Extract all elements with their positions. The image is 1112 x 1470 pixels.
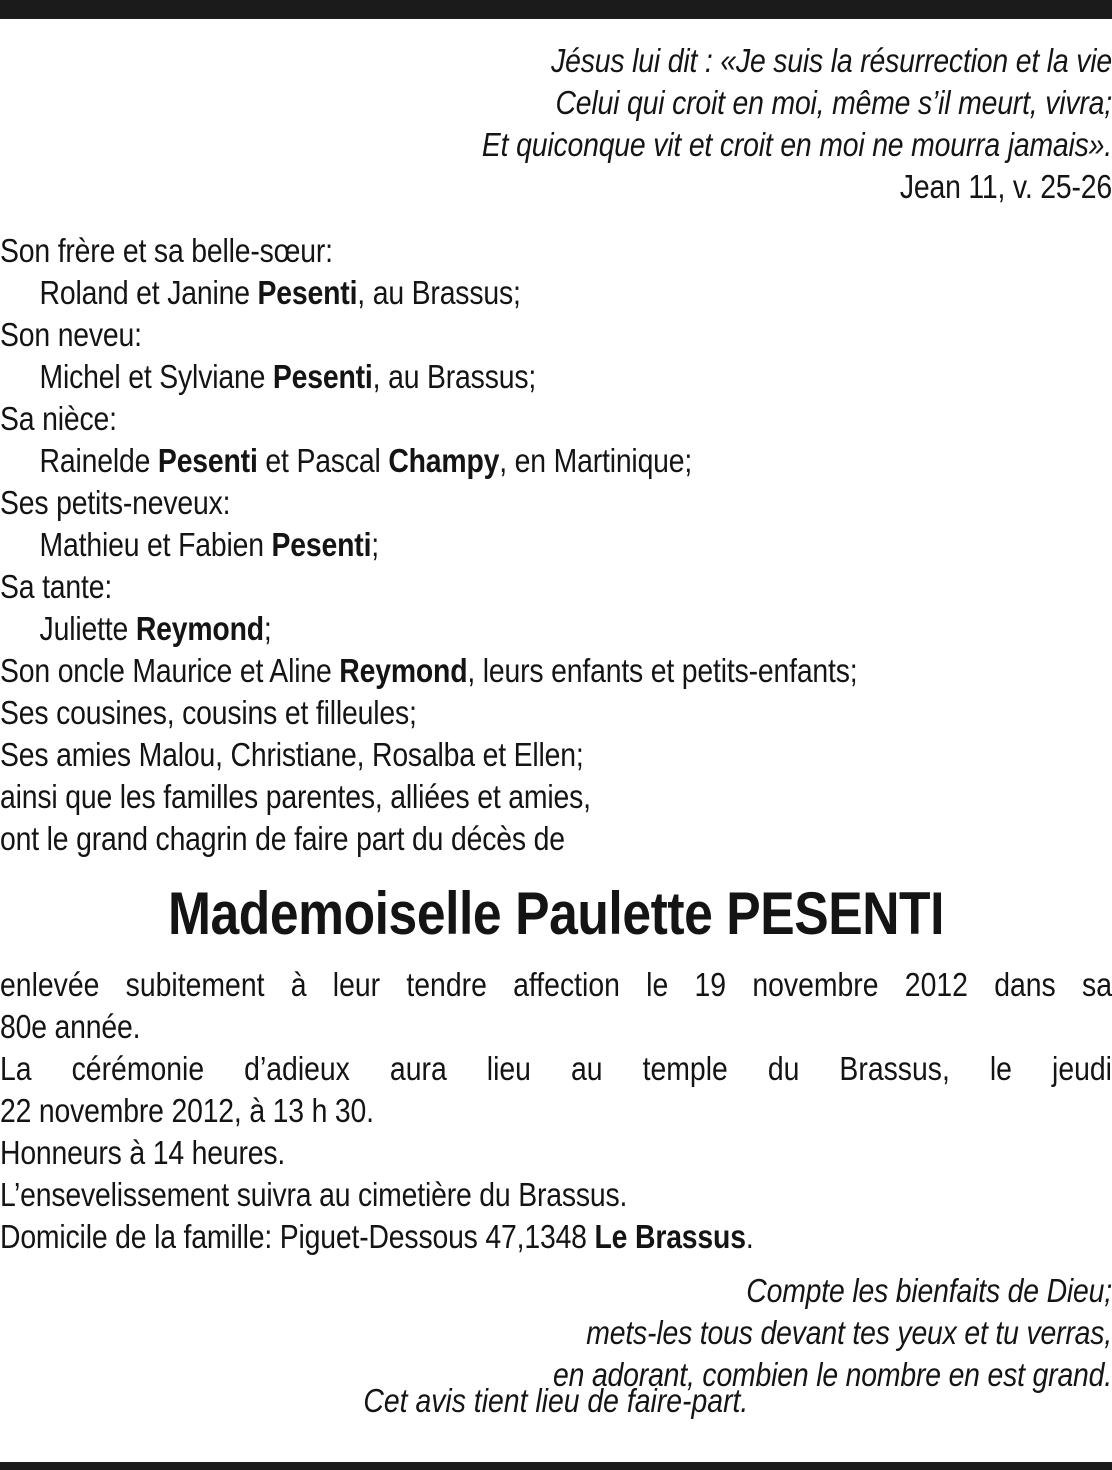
announcement-intro: ont le grand chagrin de faire part du décès de	[0, 820, 565, 857]
epigraph	[0, 40, 1112, 208]
relative-surname: Reymond	[339, 652, 468, 689]
punctuation: ;	[371, 526, 380, 563]
justified-text: enlevée subitement à leur tendre affection le 19 novembre 2012 dans sa	[0, 966, 1112, 1003]
relative-extra: , leurs enfants et petits-enfants;	[467, 652, 858, 689]
death-notice-line: 80e année.	[0, 1008, 141, 1045]
relative-given-names: Juliette	[39, 610, 136, 647]
relative-location: , en Martinique;	[499, 442, 693, 479]
relative-entry	[0, 524, 956, 566]
relative-given-names: Son oncle Maurice et Aline	[0, 652, 340, 689]
relative-surname: Pesenti	[272, 358, 373, 395]
relative-location: , au Brassus;	[357, 274, 521, 311]
ceremony-details	[0, 964, 1112, 1258]
epigraph-line: Jésus lui dit : «Je suis la résurrection et la vie	[551, 42, 1112, 79]
ceremony-date: 22 novembre 2012, à 13 h 30.	[0, 1092, 374, 1129]
relative-surname: Pesenti	[157, 442, 258, 479]
relation-heading: Sa nièce:	[0, 400, 117, 437]
footer-note: Cet avis tient lieu de faire-part.	[363, 1382, 749, 1419]
closing-families: ainsi que les familles parentes, alliées et amies,	[0, 778, 591, 815]
relation-heading: Ses petits-neveux:	[0, 484, 231, 521]
punctuation: ;	[263, 610, 272, 647]
address-text: Domicile de la famille: Piguet-Dessous 47,1348	[0, 1218, 595, 1255]
relative-entry: Ses amies Malou, Christiane, Rosalba et Ellen;	[0, 736, 584, 773]
relative-given-names: et Pascal	[257, 442, 389, 479]
punctuation: .	[745, 1218, 754, 1255]
honours-time: Honneurs à 14 heures.	[0, 1134, 286, 1171]
death-notice-line	[0, 964, 1112, 1006]
relative-surname: Pesenti	[257, 274, 358, 311]
relative-surname: Reymond	[135, 610, 264, 647]
relative-location: , au Brassus;	[372, 358, 537, 395]
deceased-name: Mademoiselle Paulette PESENTI	[167, 880, 945, 947]
top-rule	[0, 0, 1112, 19]
closing-verse	[0, 1270, 1112, 1396]
relative-entry	[0, 608, 956, 650]
verse-line: en adorant, combien le nombre en est grand.	[553, 1356, 1112, 1393]
relative-entry: Ses cousines, cousins et filleules;	[0, 694, 417, 731]
family-address	[0, 1216, 956, 1258]
relative-entry	[0, 440, 956, 482]
verse-line: Compte les bienfaits de Dieu;	[746, 1272, 1112, 1309]
relative-given-names: Michel et Sylviane	[39, 358, 273, 395]
epigraph-line: Celui qui croit en moi, même s’il meurt, vivra;	[555, 84, 1112, 121]
relative-given-names: Roland et Janine	[39, 274, 258, 311]
verse-line: mets-les tous devant tes yeux et tu verras,	[586, 1314, 1112, 1351]
epigraph-line: Et quiconque vit et croit en moi ne mourra jamais».	[481, 126, 1112, 163]
relative-entry	[0, 272, 956, 314]
epigraph-reference: Jean 11, v. 25-26	[899, 168, 1112, 205]
address-town: Le Brassus	[594, 1218, 746, 1255]
relative-given-names: Rainelde	[39, 442, 158, 479]
ceremony-line	[0, 1048, 1112, 1090]
relative-surname: Champy	[388, 442, 500, 479]
relative-given-names: Mathieu et Fabien	[39, 526, 272, 563]
relative-surname: Pesenti	[271, 526, 372, 563]
relation-heading: Sa tante:	[0, 568, 113, 605]
bottom-rule	[0, 1462, 1112, 1470]
family-list	[0, 230, 1112, 860]
burial-info: L’ensevelissement suivra au cimetière du Brassus.	[0, 1176, 628, 1213]
relation-heading: Son neveu:	[0, 316, 142, 353]
relative-entry	[0, 356, 956, 398]
relative-entry	[0, 650, 956, 692]
justified-text: La cérémonie d’adieux aura lieu au temple du Brassus, le jeudi	[0, 1050, 1112, 1087]
relation-heading: Son frère et sa belle-sœur:	[0, 232, 333, 269]
